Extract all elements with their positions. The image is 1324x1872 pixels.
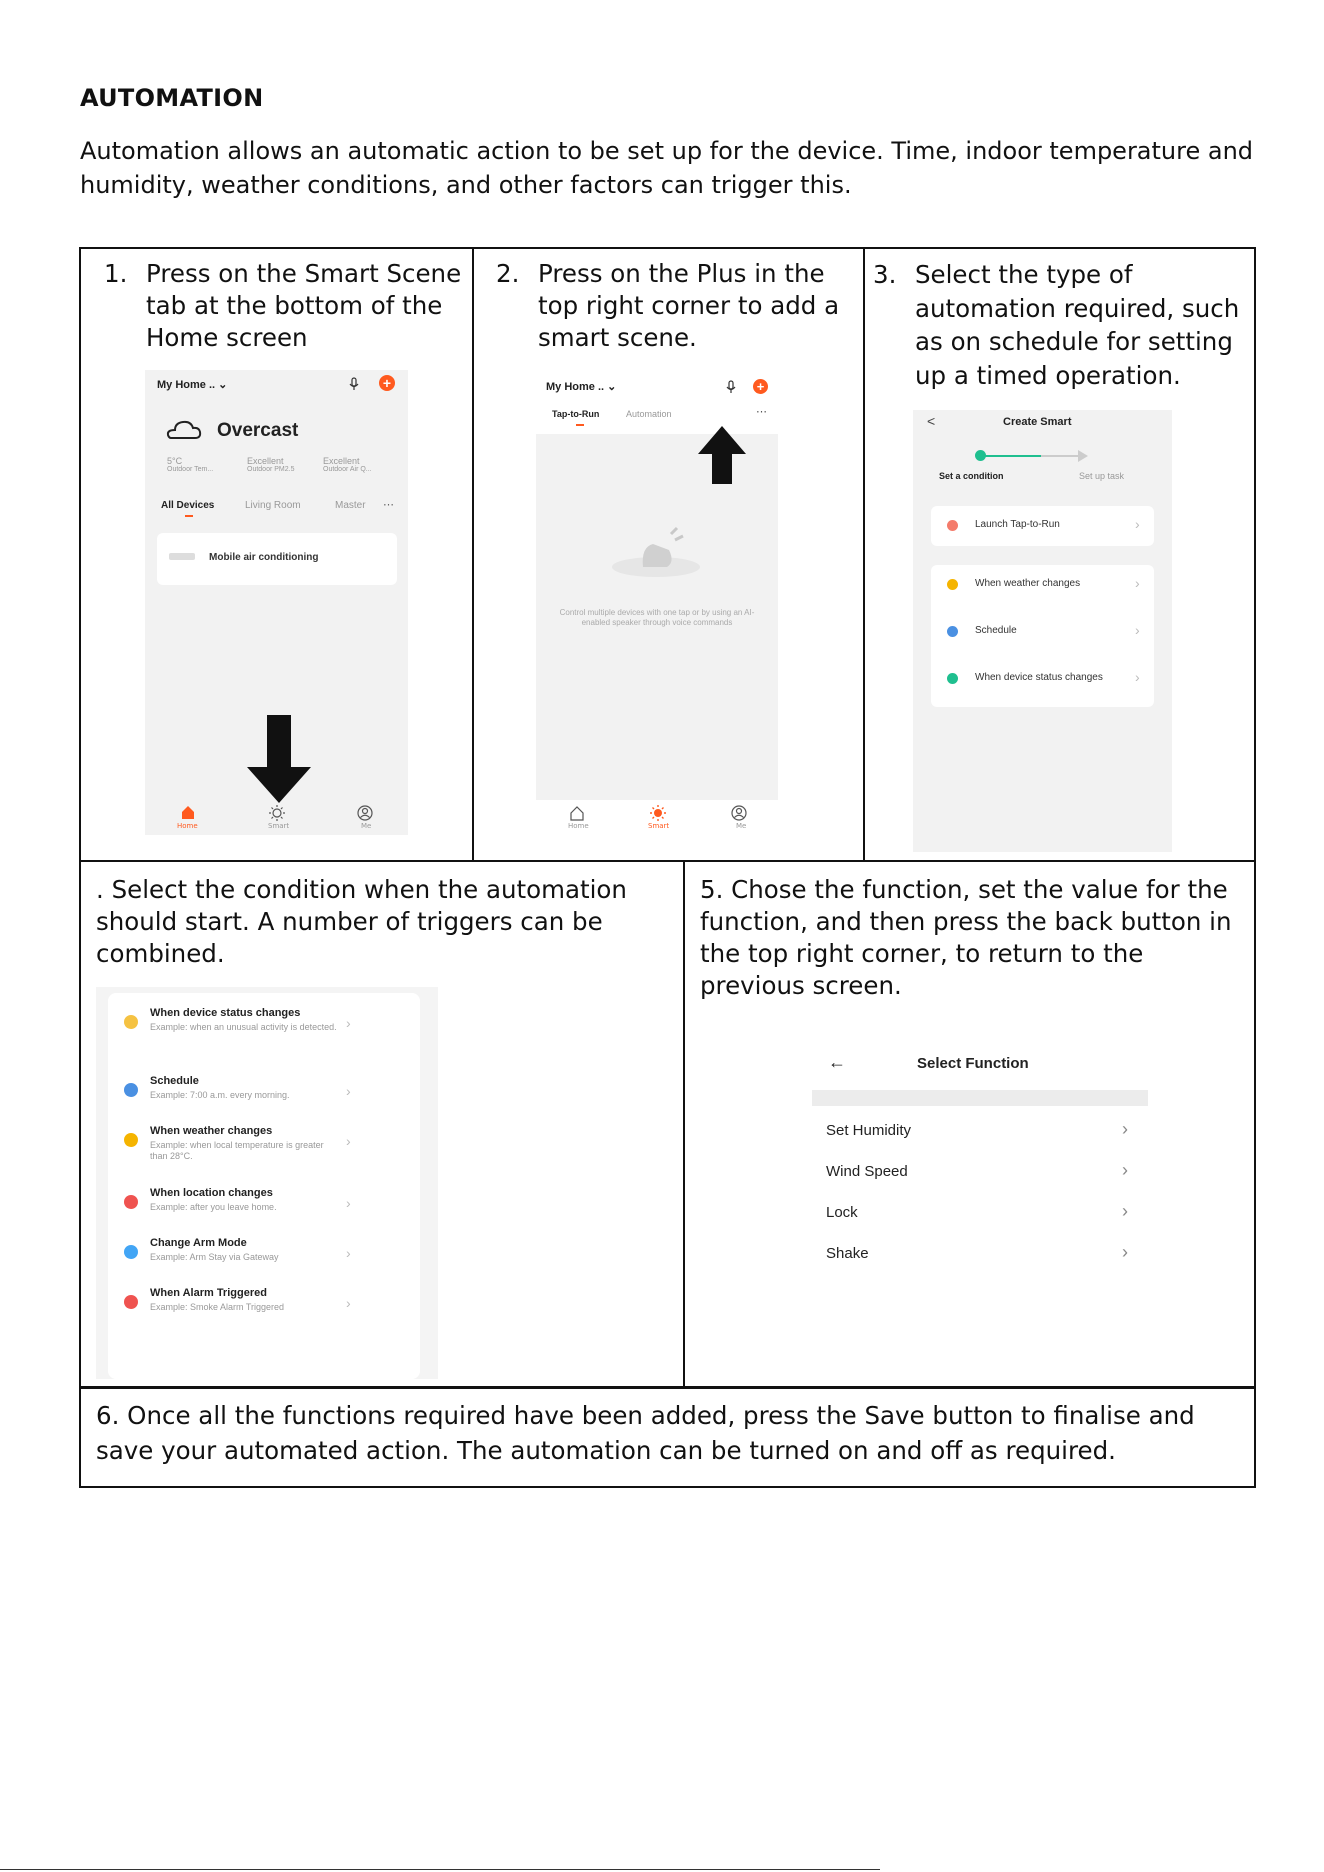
- progress-line: [985, 455, 1041, 457]
- step2-number: 2.: [496, 259, 520, 288]
- chevron-right-icon: ›: [1122, 1242, 1128, 1262]
- screen-title: Select Function: [917, 1055, 1029, 1072]
- condition-example: Example: when local temperature is greater than 28°C.: [150, 1140, 324, 1161]
- function-label: Wind Speed: [826, 1163, 908, 1180]
- condition-icon: [124, 1245, 138, 1259]
- step4-text: . Select the condition when the automation should start. A number of triggers can be combined.: [96, 875, 627, 968]
- select-function-screenshot: [812, 1048, 1152, 1278]
- microphone-icon[interactable]: [347, 377, 361, 391]
- smart-tab-label: Smart: [648, 822, 670, 830]
- condition-title: Change Arm Mode: [150, 1237, 247, 1249]
- option-schedule[interactable]: Schedule: [975, 625, 1017, 636]
- condition-title: When Alarm Triggered: [150, 1287, 267, 1299]
- page-heading: AUTOMATION: [80, 84, 264, 112]
- condition-example: Example: Smoke Alarm Triggered: [150, 1302, 285, 1312]
- chevron-right-icon: ›: [346, 1245, 351, 1261]
- chevron-right-icon: ›: [1122, 1119, 1128, 1139]
- back-button[interactable]: <: [927, 413, 936, 429]
- condition-item[interactable]: [108, 1183, 420, 1233]
- stat-air-label: Outdoor Air Q...: [323, 466, 372, 473]
- option-launch-tap-to-run[interactable]: [931, 506, 1154, 546]
- home-selector[interactable]: My Home .. ⌄: [546, 381, 617, 393]
- option-label: Launch Tap-to-Run: [975, 519, 1060, 530]
- home-tab-label: Home: [568, 822, 589, 830]
- create-smart-screenshot: [913, 410, 1172, 852]
- condition-item[interactable]: [108, 1121, 420, 1171]
- tab-master[interactable]: Master: [335, 500, 366, 511]
- progress-arrow-icon: [1078, 450, 1088, 462]
- back-arrow-icon[interactable]: ←: [828, 1052, 846, 1072]
- option-group: [931, 565, 1154, 707]
- device-icon: [947, 673, 958, 684]
- tab-all-devices[interactable]: All Devices: [161, 500, 215, 511]
- condition-title: Schedule: [150, 1075, 199, 1087]
- chevron-right-icon: ›: [346, 1083, 351, 1099]
- me-tab-label: Me: [736, 822, 747, 830]
- smart-tab-icon[interactable]: [650, 805, 666, 821]
- intro-paragraph: Automation allows an automatic action to be set up for the device. Time, indoor temperature and humidity, weather conditions, and other factors can trigger this.: [80, 137, 1254, 199]
- tab-tap-to-run[interactable]: Tap-to-Run: [552, 409, 600, 419]
- me-tab-icon[interactable]: [731, 805, 747, 821]
- me-tab-icon[interactable]: [357, 805, 373, 821]
- condition-title: When weather changes: [150, 1125, 273, 1137]
- condition-icon: [124, 1083, 138, 1097]
- stat-temp-value: 5°C: [167, 456, 183, 466]
- chevron-right-icon: ›: [1135, 622, 1140, 638]
- condition-icon: [124, 1295, 138, 1309]
- home-tab-label: Home: [177, 822, 198, 830]
- function-label: Lock: [826, 1204, 858, 1221]
- step6-text: 6. Once all the functions required have been added, press the Save button to finalise and save your automated action. The automation can be turned on and off as required.: [96, 1401, 1195, 1465]
- function-label: Shake: [826, 1245, 869, 1262]
- more-rooms-icon[interactable]: ⋯: [383, 499, 394, 511]
- chevron-right-icon: ›: [1122, 1160, 1128, 1180]
- function-label: Set Humidity: [826, 1122, 912, 1139]
- sun-icon: [947, 579, 958, 590]
- screen-title: Create Smart: [1003, 416, 1072, 428]
- stat-air-value: Excellent: [323, 456, 360, 466]
- tab-indicator: [576, 424, 584, 426]
- chevron-right-icon: ›: [1135, 669, 1140, 685]
- chevron-right-icon: ›: [1135, 575, 1140, 591]
- progress-line-pending: [1041, 455, 1081, 457]
- step1-number: 1.: [104, 259, 128, 288]
- device-card[interactable]: [157, 533, 397, 585]
- step2-label: Press on the Plus in the top right corner to add a smart scene.: [538, 259, 840, 352]
- me-tab-label: Me: [361, 822, 372, 830]
- option-weather[interactable]: When weather changes: [975, 578, 1081, 589]
- progress-step-task: Set up task: [1079, 471, 1125, 481]
- divider-band: [812, 1090, 1148, 1106]
- chevron-right-icon: ›: [1135, 516, 1140, 532]
- chevron-right-icon: ›: [346, 1133, 351, 1149]
- home-screen-screenshot: [145, 370, 408, 835]
- device-name: Mobile air conditioning: [209, 552, 319, 563]
- home-selector[interactable]: My Home .. ⌄: [157, 379, 228, 391]
- air-conditioner-icon: [169, 553, 195, 560]
- option-device-status[interactable]: When device status changes: [975, 672, 1103, 683]
- condition-icon: [124, 1195, 138, 1209]
- add-icon[interactable]: +: [379, 375, 395, 391]
- hand-icon: [947, 520, 958, 531]
- condition-item[interactable]: [108, 1071, 420, 1121]
- condition-example: Example: when an unusual activity is detected.: [150, 1022, 337, 1032]
- add-scene-button[interactable]: +: [753, 379, 768, 394]
- home-tab-icon[interactable]: [180, 804, 196, 820]
- chevron-right-icon: ›: [1122, 1201, 1128, 1221]
- condition-title: When location changes: [150, 1187, 273, 1199]
- condition-item[interactable]: [108, 1283, 420, 1333]
- condition-item[interactable]: [108, 1233, 420, 1283]
- smart-tab-icon[interactable]: [269, 805, 285, 821]
- condition-list-screenshot: [96, 987, 438, 1379]
- more-icon[interactable]: ⋯: [756, 406, 767, 418]
- condition-example: Example: Arm Stay via Gateway: [150, 1252, 279, 1262]
- condition-icon: [124, 1133, 138, 1147]
- condition-example: Example: after you leave home.: [150, 1202, 277, 1212]
- condition-example: Example: 7:00 a.m. every morning.: [150, 1090, 290, 1100]
- step1-label: Press on the Smart Scene tab at the bottom of the Home screen: [146, 259, 462, 352]
- chevron-right-icon: ›: [346, 1015, 351, 1031]
- smart-tab-label: Smart: [268, 822, 290, 830]
- smart-scene-screenshot: [536, 372, 778, 800]
- chevron-right-icon: ›: [346, 1195, 351, 1211]
- condition-icon: [124, 1015, 138, 1029]
- condition-item[interactable]: [108, 1003, 420, 1053]
- stat-pm-value: Excellent: [247, 456, 284, 466]
- empty-state-text: Control multiple devices with one tap or by using an AI-enabled speaker through voice commands: [559, 608, 755, 627]
- step3-number: 3.: [873, 260, 897, 289]
- footer-rule: [0, 1869, 880, 1870]
- chevron-right-icon: ›: [346, 1295, 351, 1311]
- progress-step-condition: Set a condition: [939, 471, 1004, 481]
- tab-automation[interactable]: Automation: [626, 409, 672, 419]
- home-tab-icon[interactable]: [569, 805, 585, 821]
- stat-pm-label: Outdoor PM2.5: [247, 466, 295, 473]
- microphone-icon[interactable]: [724, 380, 738, 394]
- condition-list: [108, 993, 420, 1379]
- stat-temp-label: Outdoor Tem...: [167, 466, 214, 473]
- up-arrow-annotation: [696, 426, 748, 486]
- step5-text: 5. Chose the function, set the value for the function, and then press the back button in the top right corner, to return to the previous screen.: [700, 875, 1232, 1000]
- down-arrow-annotation: [245, 715, 313, 805]
- cloud-icon: [163, 418, 203, 442]
- condition-title: When device status changes: [150, 1007, 301, 1019]
- empty-state-illustration: [611, 522, 701, 577]
- clock-icon: [947, 626, 958, 637]
- step3-label: Select the type of automation required, such as on schedule for setting up a timed operation.: [915, 260, 1240, 390]
- weather-condition: Overcast: [217, 420, 299, 441]
- tab-living-room[interactable]: Living Room: [245, 500, 301, 511]
- tab-indicator: [185, 515, 193, 517]
